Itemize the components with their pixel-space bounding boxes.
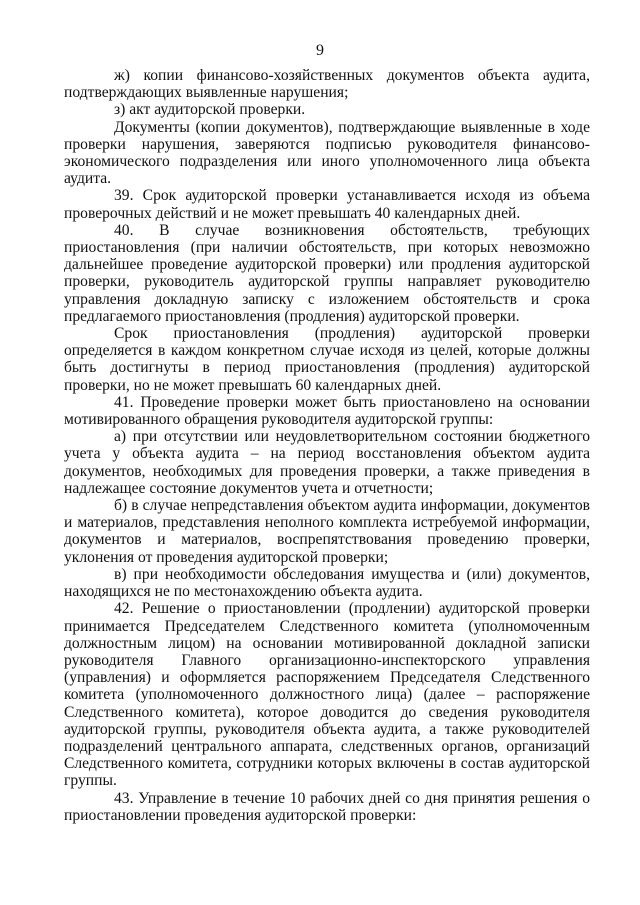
paragraph-42: 42. Решение о приостановлении (продлении) аудиторской проверки принимается Председателем Следственного комитета (уполномоченным должностным лицом) на основании мотивированной докладной записки руководителя Главного организационно-инспекторского управления (управления) и оформляется распоряжением Председателя Следственного комитета (уполномоченного должностного лица) (далее – распоряжение Следственного комитета), которое доводится до сведения руководителя аудиторской группы, руководителя объекта аудита, а также руководителей подразделений центрального аппарата, следственных органов, организаций Следственного комитета, сотрудники которых включены в состав аудиторской группы. [64,600,590,790]
paragraph-item-z: з) акт аудиторской проверки. [114,101,306,119]
page-number: 9 [316,42,324,59]
document-body [64,67,590,824]
paragraph-suspension-term: Срок приостановления (продления) аудиторской проверки определяется в каждом конкретном случае исходя из целей, которые должны быть достигнуты в период приостановления (продления) аудиторской проверки, но не может превышать 60 календарных дней. [64,325,590,394]
paragraph-43: 43. Управление в течение 10 рабочих дней со дня принятия решения о приостановлении проведения аудиторской проверки: [64,789,590,824]
paragraph-documents-copies: Документы (копии документов), подтверждающие выявленные в ходе проверки нарушения, заверяются подписью руководителя финансово-экономического подразделения или иного уполномоченного лица объекта аудита. [64,118,590,188]
paragraph-41: 41. Проведение проверки может быть приостановлено на основании мотивированного обращения руководителя аудиторской группы: [64,393,590,429]
paragraph-41-a: а) при отсутствии или неудовлетворительном состоянии бюджетного учета у объекта аудита – на период восстановления объектом аудита документов, необходимых для проведения проверки, а также приведения в надлежащее состояние документов учета и отчетности; [64,428,590,497]
paragraph-item-zh: ж) копии финансово-хозяйственных документов объекта аудита, подтверждающих выявленные нарушения; [64,67,590,102]
paragraph-40: 40. В случае возникновения обстоятельств, требующих приостановления (при наличии обстоятельств, при которых невозможно дальнейшее проведение аудиторской проверки) или продления аудиторской проверки, руководитель аудиторской группы направляет руководителю управления докладную записку с изложением обстоятельств и срока предлагаемого приостановления (продления) аудиторской проверки. [64,221,590,325]
paragraph-41-b: б) в случае непредставления объектом аудита информации, документов и материалов, представления неполного комплекта истребуемой информации, документов и материалов, воспрепятствования проведению проверки, уклонения от проведения аудиторской проверки; [64,497,590,566]
paragraph-41-v: в) при необходимости обследования имущества и (или) документов, находящихся не по местонахождению объекта аудита. [64,565,590,601]
paragraph-39: 39. Срок аудиторской проверки устанавливается исходя из объема проверочных действий и не может превышать 40 календарных дней. [64,187,590,222]
